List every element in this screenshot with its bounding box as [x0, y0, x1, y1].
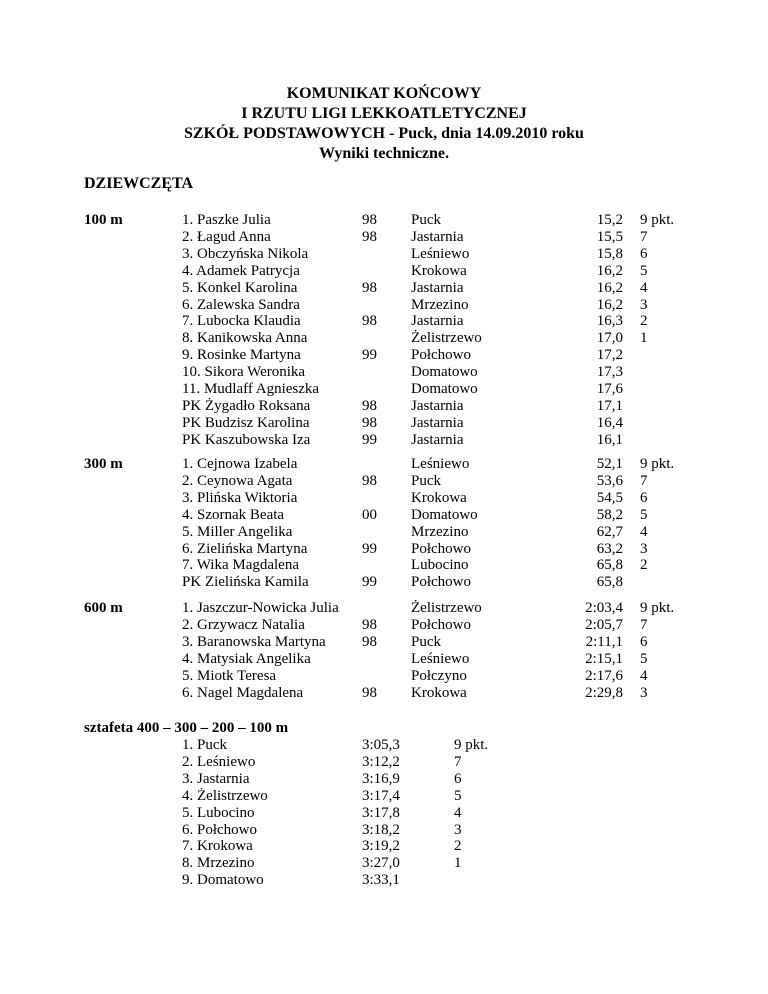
- result-row: [0, 229, 768, 246]
- club-name: Lubocino: [411, 557, 469, 574]
- points: 3: [454, 821, 462, 838]
- points: 1: [454, 855, 462, 872]
- points: 2: [640, 313, 648, 330]
- relay-time: 3:17,8: [362, 804, 400, 821]
- points: 6: [454, 770, 462, 787]
- points: 1: [640, 330, 648, 347]
- points: 5: [640, 262, 648, 279]
- club-name: Jastarnia: [411, 279, 464, 296]
- club-name: Połchowo: [411, 540, 471, 557]
- points: 6: [640, 633, 648, 650]
- athlete-name: PK Żygadło Roksana: [182, 397, 311, 414]
- result-time: 17,1: [596, 397, 623, 414]
- club-name: Krokowa: [411, 684, 467, 701]
- event-name: 100 m: [84, 212, 123, 228]
- result-row: [0, 246, 768, 263]
- birth-year: 99: [362, 431, 377, 448]
- relay-team: 6. Połchowo: [182, 821, 257, 838]
- relay-row: [0, 872, 768, 889]
- points: 9 pkt.: [640, 600, 675, 616]
- points: 4: [454, 804, 462, 821]
- result-time: 58,2: [596, 506, 623, 523]
- points: 9 pkt.: [640, 212, 675, 228]
- result-time: 16,1: [596, 431, 623, 448]
- athlete-name: 1. Cejnowa Izabela: [182, 456, 298, 472]
- athlete-name: 11. Mudlaff Agnieszka: [182, 381, 320, 397]
- relay-time: 3:33,1: [362, 872, 400, 889]
- points: 2: [640, 557, 648, 574]
- athlete-name: 2. Łagud Anna: [182, 228, 271, 245]
- result-row: [0, 263, 768, 280]
- points: 4: [640, 279, 648, 296]
- points: 6: [640, 245, 648, 262]
- result-time: 16,3: [596, 313, 623, 330]
- points: 9 pkt.: [640, 456, 675, 472]
- result-time: 16,2: [596, 279, 623, 296]
- athlete-name: 6. Nagel Magdalena: [182, 684, 304, 701]
- athlete-name: 6. Zielińska Martyna: [182, 540, 308, 557]
- birth-year: 00: [362, 506, 377, 523]
- athlete-name: 10. Sikora Weronika: [182, 364, 306, 381]
- result-row: [0, 600, 768, 617]
- result-row: [0, 651, 768, 668]
- result-row: [0, 456, 768, 473]
- result-time: 2:29,8: [585, 684, 623, 701]
- section-title: DZIEWCZĘTA: [84, 175, 194, 192]
- relay-team: 5. Lubocino: [182, 804, 255, 821]
- club-name: Połchowo: [411, 616, 471, 633]
- result-row: [0, 473, 768, 490]
- athlete-name: 2. Grzywacz Natalia: [182, 616, 305, 633]
- athlete-name: 1. Jaszczur-Nowicka Julia: [182, 600, 339, 616]
- result-row: [0, 347, 768, 364]
- relay-row: [0, 838, 768, 855]
- club-name: Krokowa: [411, 489, 467, 506]
- header-line-3: SZKÓŁ PODSTAWOWYCH - Puck, dnia 14.09.2010 roku: [184, 125, 584, 142]
- result-row: [0, 617, 768, 634]
- club-name: Jastarnia: [411, 313, 464, 330]
- relay-team: 1. Puck: [182, 737, 227, 753]
- birth-year: 98: [362, 397, 377, 414]
- result-row: [0, 398, 768, 415]
- result-row: [0, 507, 768, 524]
- relay-row: [0, 855, 768, 872]
- birth-year: 98: [362, 633, 377, 650]
- document-header: [0, 84, 768, 164]
- result-time: 2:03,4: [585, 600, 623, 616]
- club-name: Krokowa: [411, 262, 467, 279]
- event-name: 300 m: [84, 456, 123, 472]
- athlete-name: 2. Ceynowa Agata: [182, 472, 293, 489]
- relay-time: 3:17,4: [362, 787, 400, 804]
- athlete-name: 9. Rosinke Martyna: [182, 347, 301, 364]
- relay-row: [0, 805, 768, 822]
- club-name: Leśniewo: [411, 456, 470, 472]
- athlete-name: PK Kaszubowska Iza: [182, 431, 311, 448]
- result-row: [0, 557, 768, 574]
- relay-row: [0, 822, 768, 839]
- header-line-4: Wyniki techniczne.: [318, 145, 450, 162]
- result-time: 53,6: [596, 472, 623, 489]
- club-name: Jastarnia: [411, 228, 464, 245]
- points: 6: [640, 489, 648, 506]
- relay-team: 2. Leśniewo: [182, 753, 256, 770]
- result-time: 15,2: [596, 212, 623, 228]
- points: 5: [640, 506, 648, 523]
- result-time: 65,8: [596, 557, 623, 574]
- points: 7: [454, 753, 462, 770]
- result-time: 16,4: [596, 414, 623, 431]
- relay-time: 3:12,2: [362, 753, 400, 770]
- athlete-name: 5. Miller Angelika: [182, 523, 293, 540]
- relay-title: sztafeta 400 – 300 – 200 – 100 m: [84, 720, 289, 736]
- result-row: [0, 212, 768, 229]
- result-time: 2:15,1: [585, 650, 623, 667]
- result-row: [0, 524, 768, 541]
- birth-year: 99: [362, 574, 377, 591]
- club-name: Jastarnia: [411, 397, 464, 414]
- club-name: Puck: [411, 633, 441, 650]
- relay-row: [0, 737, 768, 754]
- result-time: 17,2: [596, 347, 623, 364]
- birth-year: 98: [362, 684, 377, 701]
- club-name: Połchowo: [411, 574, 471, 591]
- relay-time: 3:19,2: [362, 838, 400, 855]
- header-line-1: KOMUNIKAT KOŃCOWY: [286, 85, 482, 102]
- club-name: Leśniewo: [411, 650, 470, 667]
- athlete-name: 3. Plińska Wiktoria: [182, 489, 298, 506]
- birth-year: 98: [362, 414, 377, 431]
- points: 7: [640, 616, 648, 633]
- points: 9 pkt.: [454, 737, 489, 753]
- club-name: Mrzezino: [411, 296, 469, 313]
- athlete-name: 5. Miotk Teresa: [182, 667, 277, 684]
- club-name: Domatowo: [411, 506, 478, 523]
- result-row: [0, 685, 768, 702]
- result-row: [0, 541, 768, 558]
- club-name: Jastarnia: [411, 414, 464, 431]
- club-name: Jastarnia: [411, 431, 464, 448]
- result-row: [0, 574, 768, 591]
- athlete-name: 5. Konkel Karolina: [182, 279, 298, 296]
- result-row: [0, 364, 768, 381]
- athlete-name: 4. Matysiak Angelika: [182, 650, 311, 667]
- athlete-name: 4. Szornak Beata: [182, 506, 285, 523]
- result-time: 17,0: [596, 330, 623, 347]
- points: 3: [640, 684, 648, 701]
- result-time: 65,8: [596, 574, 623, 591]
- result-time: 16,2: [596, 262, 623, 279]
- relay-team: 9. Domatowo: [182, 872, 264, 889]
- club-name: Domatowo: [411, 381, 478, 397]
- result-time: 2:05,7: [585, 616, 623, 633]
- athlete-name: 6. Zalewska Sandra: [182, 296, 300, 313]
- result-time: 15,5: [596, 228, 623, 245]
- relay-time: 3:18,2: [362, 821, 400, 838]
- result-row: [0, 415, 768, 432]
- relay-team: 7. Krokowa: [182, 838, 253, 855]
- relay-time: 3:27,0: [362, 855, 400, 872]
- points: 5: [454, 787, 462, 804]
- relay-row: [0, 771, 768, 788]
- club-name: Domatowo: [411, 364, 478, 381]
- result-row: [0, 297, 768, 314]
- result-row: [0, 280, 768, 297]
- result-time: 62,7: [596, 523, 623, 540]
- result-time: 17,6: [596, 381, 623, 397]
- club-name: Puck: [411, 212, 441, 228]
- result-time: 2:17,6: [585, 667, 623, 684]
- club-name: Połczyno: [411, 667, 467, 684]
- club-name: Żelistrzewo: [411, 330, 482, 347]
- points: 7: [640, 228, 648, 245]
- points: 3: [640, 540, 648, 557]
- result-time: 63,2: [596, 540, 623, 557]
- relay-team: 8. Mrzezino: [182, 855, 255, 872]
- club-name: Leśniewo: [411, 245, 470, 262]
- points: 5: [640, 650, 648, 667]
- result-time: 16,2: [596, 296, 623, 313]
- result-time: 52,1: [596, 456, 623, 472]
- athlete-name: 1. Paszke Julia: [182, 212, 271, 228]
- athlete-name: PK Budzisz Karolina: [182, 414, 310, 431]
- result-row: [0, 634, 768, 651]
- result-time: 17,3: [596, 364, 623, 381]
- birth-year: 98: [362, 279, 377, 296]
- points: 3: [640, 296, 648, 313]
- club-name: Żelistrzewo: [411, 600, 482, 616]
- relay-time: 3:05,3: [362, 737, 400, 753]
- relay-team: 3. Jastarnia: [182, 770, 250, 787]
- result-row: [0, 313, 768, 330]
- birth-year: 99: [362, 347, 377, 364]
- result-row: [0, 330, 768, 347]
- result-time: 15,8: [596, 245, 623, 262]
- club-name: Połchowo: [411, 347, 471, 364]
- result-row: [0, 381, 768, 398]
- athlete-name: 7. Wika Magdalena: [182, 557, 299, 574]
- result-row: [0, 432, 768, 449]
- athlete-name: 7. Lubocka Klaudia: [182, 313, 301, 330]
- athlete-name: 8. Kanikowska Anna: [182, 330, 308, 347]
- relay-row: [0, 788, 768, 805]
- relay-team: 4. Żelistrzewo: [182, 787, 268, 804]
- birth-year: 98: [362, 313, 377, 330]
- birth-year: 98: [362, 472, 377, 489]
- athlete-name: 3. Baranowska Martyna: [182, 633, 326, 650]
- relay-time: 3:16,9: [362, 770, 400, 787]
- result-time: 2:11,1: [585, 633, 623, 650]
- athlete-name: PK Zielińska Kamila: [182, 574, 309, 591]
- points: 2: [454, 838, 462, 855]
- result-row: [0, 490, 768, 507]
- athlete-name: 4. Adamek Patrycja: [182, 262, 300, 279]
- event-name: 600 m: [84, 600, 123, 616]
- athlete-name: 3. Obczyńska Nikola: [182, 245, 309, 262]
- club-name: Puck: [411, 472, 441, 489]
- birth-year: 99: [362, 540, 377, 557]
- birth-year: 98: [362, 616, 377, 633]
- points: 4: [640, 667, 648, 684]
- relay-row: [0, 754, 768, 771]
- result-time: 54,5: [596, 489, 623, 506]
- birth-year: 98: [362, 212, 377, 228]
- birth-year: 98: [362, 228, 377, 245]
- header-line-2: I RZUTU LIGI LEKKOATLETYCZNEJ: [241, 105, 527, 122]
- points: 4: [640, 523, 648, 540]
- points: 7: [640, 472, 648, 489]
- club-name: Mrzezino: [411, 523, 469, 540]
- result-row: [0, 668, 768, 685]
